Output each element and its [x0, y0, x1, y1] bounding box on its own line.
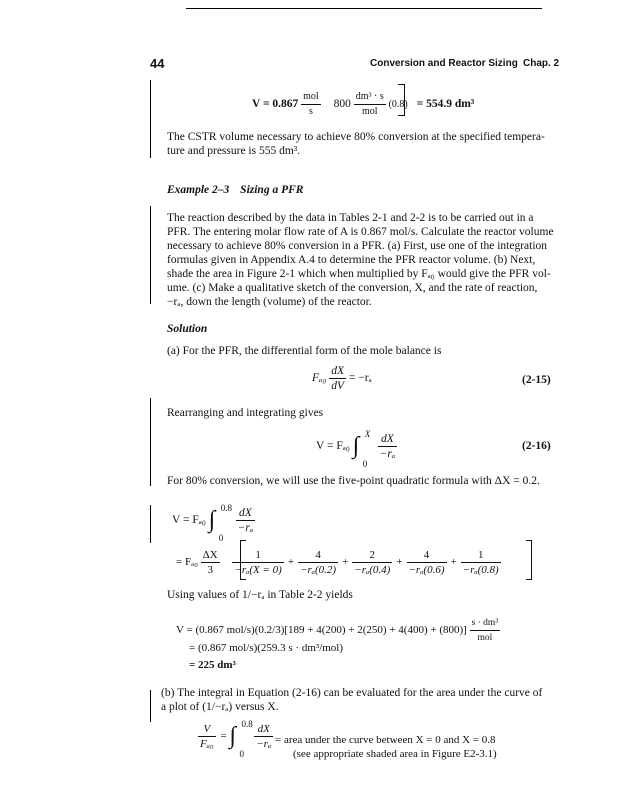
plus-sign: +: [342, 556, 349, 569]
cstr-lhs: V = 0.867: [252, 98, 299, 111]
eq-den: 3: [207, 564, 213, 576]
problem-line: −rₐ, down the length (volume) of the reactor.: [167, 296, 372, 308]
cstr-value: 800: [333, 98, 351, 111]
term-list: [232, 548, 500, 577]
integral-sign: ∫: [352, 433, 360, 460]
example-heading: [167, 183, 303, 197]
integral-lower: 0: [362, 459, 368, 470]
equation-volume-integral: [172, 503, 255, 544]
eq-num: dX: [236, 506, 256, 521]
term-den: −rₐ(X = 0): [234, 564, 282, 576]
eq-lhs: V = Fₐ₀: [316, 440, 350, 453]
term-den: −rₐ(0.8): [462, 564, 499, 576]
eq-fraction: [329, 364, 346, 393]
integral-lower: 0: [218, 533, 224, 544]
part-b-line: (b) The integral in Equation (2-16) can be evaluated for the area under the curve of: [161, 687, 543, 699]
eq-fraction: [201, 548, 220, 577]
margin-bar: [150, 690, 151, 722]
example-label: Example 2–3: [167, 184, 230, 196]
eq-fraction: [254, 722, 273, 751]
term-fraction: [298, 548, 338, 577]
cstr-result: = 554.9 dm³: [416, 98, 475, 111]
integral-upper: 0.8: [220, 503, 233, 514]
eq-num: dX: [331, 365, 345, 377]
unit-den: mol: [477, 633, 493, 643]
eq-den: −rₐ: [379, 448, 396, 460]
unit-den: mol: [361, 106, 378, 117]
term-num: 1: [232, 548, 283, 563]
equation-number: (2-16): [522, 440, 551, 452]
eq-lhs: V = Fₐ₀: [172, 514, 206, 527]
top-rule: [186, 8, 542, 9]
eq-fraction: [236, 506, 256, 535]
using-values-text: Using values of 1/−rₐ in Table 2-2 yields: [167, 589, 353, 601]
equation-area: $\frac{V}{\text{Fₐ₀}}$ = ∫ 0.8 0 $\frac{dX}{\text{−rₐ}}$: [200, 719, 272, 760]
plus-sign: +: [287, 556, 295, 569]
equation-2-16: [316, 429, 397, 470]
unit-fraction: [301, 90, 321, 119]
unit-num: mol: [301, 90, 321, 105]
eq-fraction: [378, 432, 398, 461]
solution-heading: Solution: [167, 323, 208, 335]
eq-num: V: [198, 722, 216, 737]
unit-num: dm³ · s: [354, 90, 386, 105]
equation-number: (2-15): [522, 374, 551, 386]
eq-num: dX: [254, 722, 273, 737]
part-b-line: a plot of (1/−rₐ) versus X.: [161, 701, 279, 713]
margin-bar: [150, 80, 151, 158]
term-num: 2: [352, 548, 392, 563]
eq-num: ΔX: [202, 549, 218, 561]
term-num: 1: [461, 548, 501, 563]
eq-lhs: = Fₐ₀: [176, 556, 198, 569]
left-bracket: [240, 540, 246, 580]
running-title: Conversion and Reactor Sizing: [370, 58, 518, 69]
eq-den: Fₐ₀: [200, 738, 214, 750]
integral-sign: ∫: [229, 723, 237, 750]
eq-den: dV: [331, 380, 345, 392]
integral-upper: 0.8: [241, 719, 253, 730]
equation-five-point: [176, 548, 501, 577]
term-fraction: [461, 548, 501, 577]
eq-rhs: = −rₐ: [348, 372, 372, 385]
term-num: 4: [407, 548, 447, 563]
plus-sign: +: [450, 556, 457, 569]
chapter-label: Chap. 2: [523, 58, 560, 69]
eq-lhs: Fₐ₀: [312, 372, 327, 385]
unit-num: s · dm³: [470, 616, 501, 631]
cstr-bracket: [398, 84, 405, 116]
eq-den: −rₐ: [237, 522, 254, 534]
calc-line: = (0.867 mol/s)(259.3 s · dm³/mol): [189, 642, 344, 654]
cstr-equation: [252, 90, 474, 119]
area-text: = area under the curve between X = 0 and X = 0.8: [275, 734, 496, 746]
page-number: 44: [150, 56, 165, 71]
cstr-text-line: The CSTR volume necessary to achieve 80% conversion at the specified tempera-: [167, 131, 545, 143]
term-den: −rₐ(0.6): [408, 564, 445, 576]
integral-sign: ∫: [208, 507, 216, 534]
eq-num: dX: [378, 432, 398, 447]
term-den: −rₐ(0.2): [300, 564, 337, 576]
problem-line: necessary to achieve 80% conversion in a PFR. (a) First, use one of the integration: [167, 240, 548, 252]
unit-den: s: [308, 106, 313, 117]
five-point-text: For 80% conversion, we will use the five-point quadratic formula with ΔX = 0.2.: [167, 475, 540, 487]
example-title: Sizing a PFR: [240, 184, 304, 196]
problem-line: ume. (c) Make a qualitative sketch of the conversion, X, and the rate of reaction,: [167, 282, 538, 294]
right-bracket: [526, 540, 532, 580]
calc-result: = 225 dm³: [189, 659, 236, 671]
problem-line: shade the area in Figure 2-1 which when multiplied by Fₐ₀ would give the PFR vol-: [167, 268, 551, 280]
cstr-conversion: (0.8): [388, 99, 408, 111]
eq-fraction: [198, 722, 216, 751]
margin-bar: [150, 398, 151, 486]
equation-2-15: [312, 364, 372, 393]
problem-line: The reaction described by the data in Tables 2-1 and 2-2 is to be carried out in a: [167, 212, 534, 224]
area-note: (see appropriate shaded area in Figure E2-3.1): [293, 748, 497, 760]
plus-sign: +: [396, 556, 403, 569]
calc-expression: V = (0.867 mol/s)(0.2/3)[189 + 4(200) + 2(250) + 4(400) + (800)]: [176, 624, 467, 637]
cstr-text-line: ture and pressure is 555 dm³.: [167, 145, 301, 157]
problem-line: PFR. The entering molar flow rate of A is 0.867 mol/s. Calculate the reactor volume: [167, 226, 554, 238]
integral-lower: 0: [239, 749, 244, 760]
rearrange-text: Rearranging and integrating gives: [167, 407, 324, 419]
term-fraction: [352, 548, 392, 577]
term-den: −rₐ(0.4): [354, 564, 391, 576]
problem-line: formulas given in Appendix A.4 to determine the PFR reactor volume. (b) Next,: [167, 254, 536, 266]
part-a-text: (a) For the PFR, the differential form of the mole balance is: [167, 345, 442, 357]
unit-fraction: [354, 90, 386, 119]
unit-fraction: [470, 616, 501, 645]
term-fraction: [407, 548, 447, 577]
integral-upper: X: [364, 429, 371, 440]
term-num: 4: [298, 548, 338, 563]
eq-den: −rₐ: [256, 738, 272, 750]
margin-bar: [150, 505, 151, 543]
margin-bar: [150, 206, 151, 304]
